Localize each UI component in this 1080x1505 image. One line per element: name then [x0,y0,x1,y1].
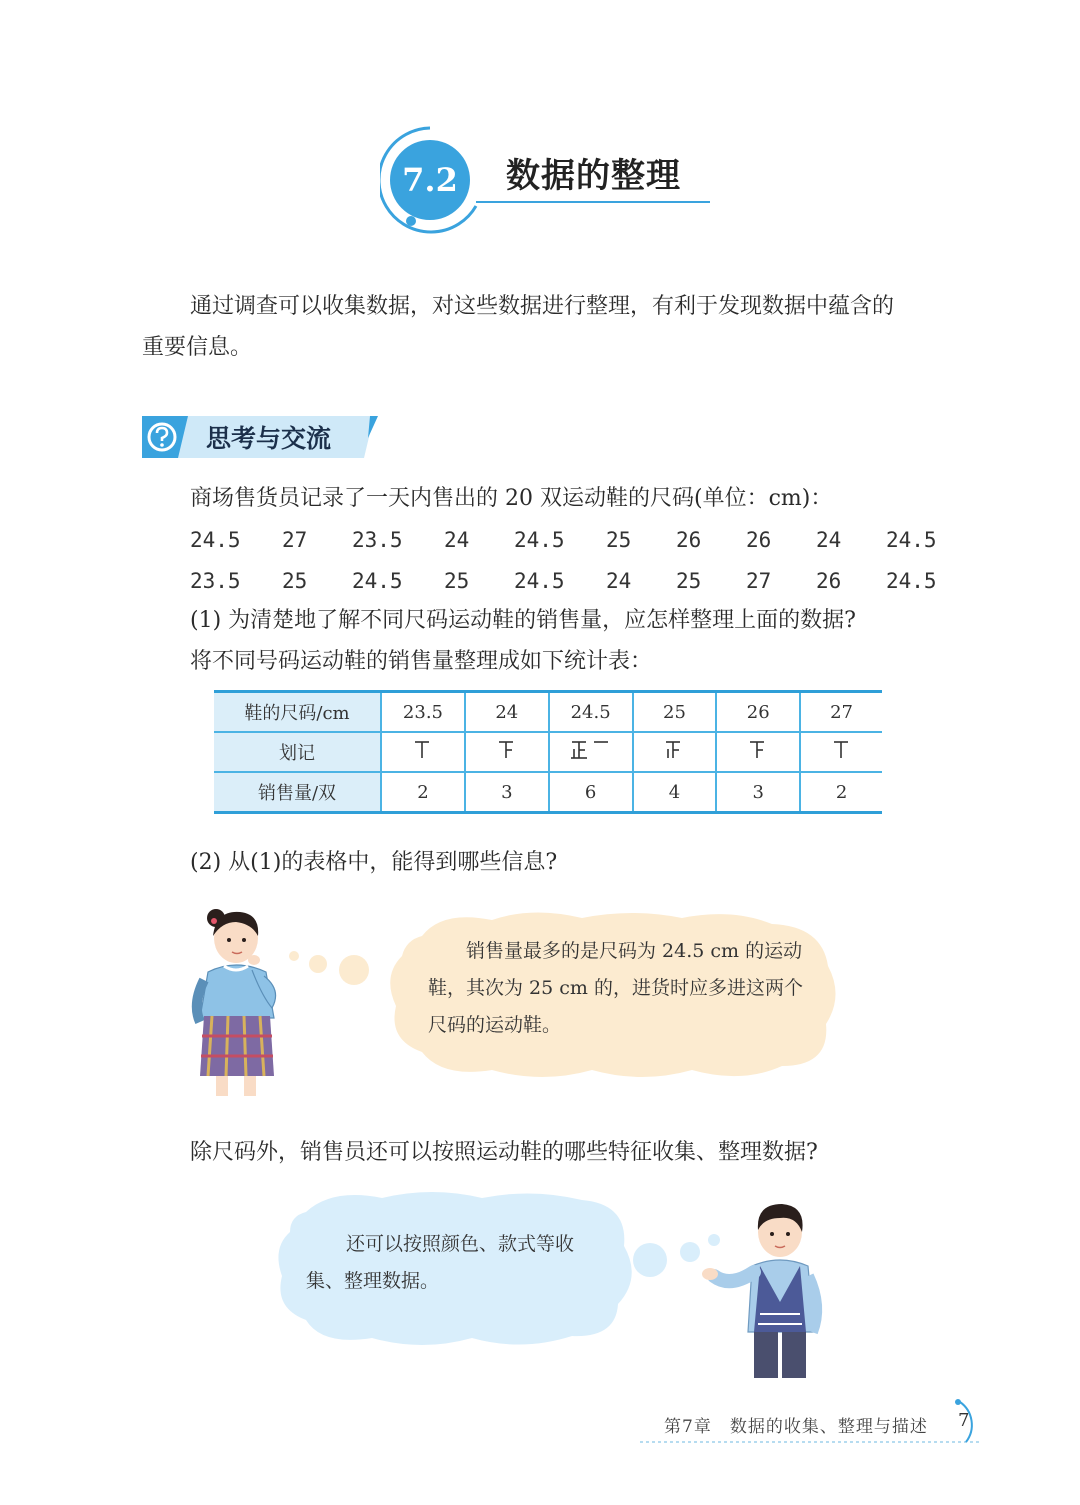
tally-mark-icon [487,738,527,762]
data-value: 25 [606,528,632,552]
page-number: 7 [958,1410,970,1431]
section-title: 数据的整理 [506,156,681,196]
data-value: 25 [676,569,702,593]
data-value: 24.5 [352,569,403,593]
footer-chapter-title: 第7章 数据的收集、整理与描述 [664,1417,928,1437]
tally-table [214,690,882,814]
tally-cell [549,732,633,772]
table-row-sizes [214,692,882,733]
data-value: 24.5 [514,528,565,552]
girl-illustration [186,900,296,1096]
question-2: (2) 从(1)的表格中，能得到哪些信息? [190,850,558,875]
data-value: 23.5 [352,528,403,552]
data-value: 25 [444,569,470,593]
section-number: 7.2 [390,140,470,220]
data-value: 24.5 [886,528,937,552]
question-1: (1) 为清楚地了解不同尺码运动鞋的销售量，应怎样整理上面的数据? [190,608,856,633]
count-cell: 3 [465,772,549,813]
size-cell: 24.5 [549,692,633,733]
tally-cell [633,732,717,772]
data-row-1 [190,528,950,568]
table-row-tally [214,732,882,772]
count-cell: 6 [549,772,633,813]
boy-illustration [700,1196,830,1380]
question-1-followup: 将不同号码运动鞋的销售量整理成如下统计表： [190,649,653,674]
boy-bubble-line-1: 还可以按照颜色、款式等收 [346,1233,575,1255]
row-header-tally: 划记 [214,732,381,772]
intro-line-2: 重要信息。 [142,335,253,360]
data-value: 27 [746,569,772,593]
data-value: 24 [444,528,470,552]
tally-cell [716,732,800,772]
data-value: 24.5 [190,528,241,552]
girl-bubble-line-3: 尺码的运动鞋。 [428,1014,562,1036]
tally-cell [465,732,549,772]
data-value: 26 [676,528,702,552]
count-cell: 2 [381,772,465,813]
row-header-size: 鞋的尺码/cm [214,692,381,733]
size-cell: 23.5 [381,692,465,733]
section-header [380,118,720,238]
data-value: 24.5 [514,569,565,593]
data-value: 26 [816,569,842,593]
tally-mark-icon [571,738,611,762]
data-value: 24 [606,569,632,593]
data-value: 26 [746,528,772,552]
size-cell: 26 [716,692,800,733]
girl-bubble-line-1: 销售量最多的是尺码为 24.5 cm 的运动 [466,940,803,962]
girl-thought-dots [284,944,384,988]
tally-mark-icon [822,738,862,762]
size-cell: 24 [465,692,549,733]
count-cell: 2 [800,772,882,813]
boy-bubble-line-2: 集、整理数据。 [306,1270,440,1292]
size-cell: 27 [800,692,882,733]
girl-bubble-line-2: 鞋，其次为 25 cm 的，进货时应多进这两个 [428,977,803,999]
think-discuss-banner [142,416,382,458]
table-row-counts [214,772,882,813]
data-value: 23.5 [190,569,241,593]
count-cell: 4 [633,772,717,813]
tally-cell [381,732,465,772]
think-discuss-icon [146,421,178,453]
data-value: 24.5 [886,569,937,593]
tally-mark-icon [403,738,443,762]
extension-question: 除尺码外，销售员还可以按照运动鞋的哪些特征收集、整理数据? [190,1140,818,1165]
tally-cell [800,732,882,772]
problem-statement: 商场售货员记录了一天内售出的 20 双运动鞋的尺码(单位：cm)： [190,486,833,511]
think-discuss-title: 思考与交流 [206,424,332,453]
row-header-count: 销售量/双 [214,772,381,813]
intro-line-1: 通过调查可以收集数据，对这些数据进行整理，有利于发现数据中蕴含的 [190,294,895,319]
data-value: 25 [282,569,308,593]
count-cell: 3 [716,772,800,813]
data-value: 24 [816,528,842,552]
tally-mark-icon [738,738,778,762]
size-cell: 25 [633,692,717,733]
data-value: 27 [282,528,308,552]
tally-mark-icon [654,738,694,762]
